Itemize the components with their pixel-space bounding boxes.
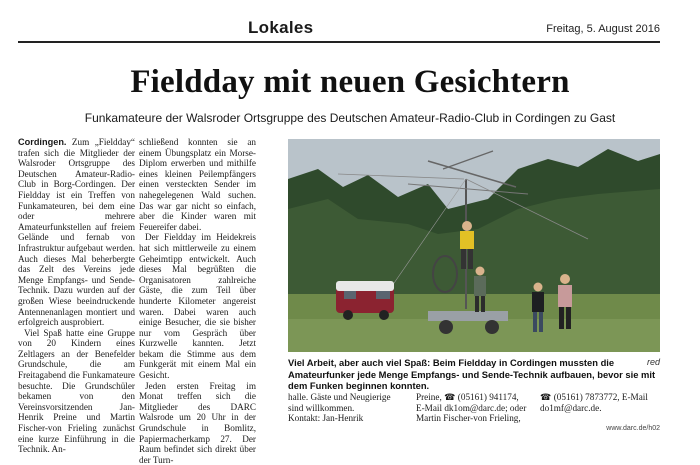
issue-date: Freitag, 5. August 2016 xyxy=(546,23,660,35)
web-link[interactable]: www.darc.de/h02 xyxy=(606,425,660,432)
caption-text: Viel Arbeit, aber auch viel Spaß: Beim Fieldday in Cordingen mussten die Amateurfunker jede Menge Empfangs- und Sende-Technik aufbauen, bevor sie mit dem Funken beginnen konnten. xyxy=(288,357,656,391)
contact-line: Preine, ☎ (05161) 941174, xyxy=(416,392,519,402)
contact-line: Kontakt: Jan-Henrik xyxy=(288,413,364,424)
photo-caption xyxy=(288,357,660,392)
contact-line: sind willkommen. xyxy=(288,402,355,413)
article-column-2 xyxy=(139,137,256,465)
paragraph: Viel Spaß hatte eine Gruppe von 20 Kindern eines Zeltlagers an der Benefelder Grundschule, die am Freitagabend die Funkamateure besuchte. Die Grundschüler bekamen von den Vereinsvorsitzenden Jan-Henrik Preine und Martin Fischer-von Frieling zunächst eine kurze Einführung in die Technik. An- xyxy=(18,327,135,455)
paragraph xyxy=(18,137,135,328)
photo-credit: red xyxy=(646,357,660,367)
field-day-photo xyxy=(288,139,660,352)
paragraph: schließend konnten sie an einem Übungsplatz ein Morse-Diplom erwerben und mithilfe eines kleinen Peilempfängers einen versteckten Sender im nahegelegenen Wald suchen. Das war gar nicht so einfach, aber die Kinder waren mit Feuereifer dabei. xyxy=(139,137,256,232)
contact-line: Martin Fischer-von Frieling, xyxy=(416,413,521,424)
header-rule xyxy=(18,41,660,43)
dateline: Cordingen. xyxy=(18,137,67,147)
contact-line: ☎ (05161) 7873772, E-Mail xyxy=(540,392,648,402)
contact-column-a xyxy=(288,392,412,424)
subheadline: Funkamateure der Walsroder Ortsgruppe des Deutschen Amateur-Radio-Club in Cordingen zu Gast xyxy=(84,111,616,125)
headline: Fieldday mit neuen Gesichtern xyxy=(130,64,570,100)
contact-column-c xyxy=(540,392,660,413)
photo-illustration xyxy=(288,139,660,352)
paragraph: Der Fieldday im Heidekreis hat sich mittlerweile zu einem Geheimtipp entwickelt. Auch dieses Mal begrüßten die Organisatoren zahlreiche Gäste, die zum Teil über hunderte Kilometer angereist waren. Dabei waren auch einige Besucher, die sie bisher nur vom Gespräch über Kurzwelle kannten. Jetzt bekam die Stimme aus dem Funkgerät mit einem Mal ein Gesicht. xyxy=(139,232,256,381)
article-column-1 xyxy=(18,137,135,455)
paragraph-text: Zum „Fieldday“ trafen sich die Mitglieder der Walsroder Ortsgruppe des Deutschen Amateur-Radio-Club in Borg-Cordingen. Der Fieldday ist ein Treffen von Funkamateuren, bei dem eine oder mehrere Amateurfunkstellen auf freiem Gelände und fernab von Infrastruktur aufgebaut werden. Auch dieses Mal beherbergte das Zelt des Vereins jede Menge Empfangs- und Sende-Technik. Dazu wurden auf der großen Wiese beeindruckende Antennenanlagen montiert und erfolgreich ausprobiert. xyxy=(18,137,135,328)
contact-line: halle. Gäste und Neugierige xyxy=(288,392,391,402)
section-header xyxy=(0,0,700,40)
contact-column-b xyxy=(416,392,536,424)
contact-line: E-Mail dk1om@darc.de; oder xyxy=(416,402,527,413)
paragraph: Jeden ersten Freitag im Monat treffen sich die Mitglieder des DARC Walsrode um 20 Uhr in der Grundschule in Bomlitz, Papiermacherkamp 27. Der Raum befindet sich direkt über der Turn- xyxy=(139,380,256,465)
contact-line: do1mf@darc.de. xyxy=(540,402,602,413)
section-title: Lokales xyxy=(248,18,314,37)
